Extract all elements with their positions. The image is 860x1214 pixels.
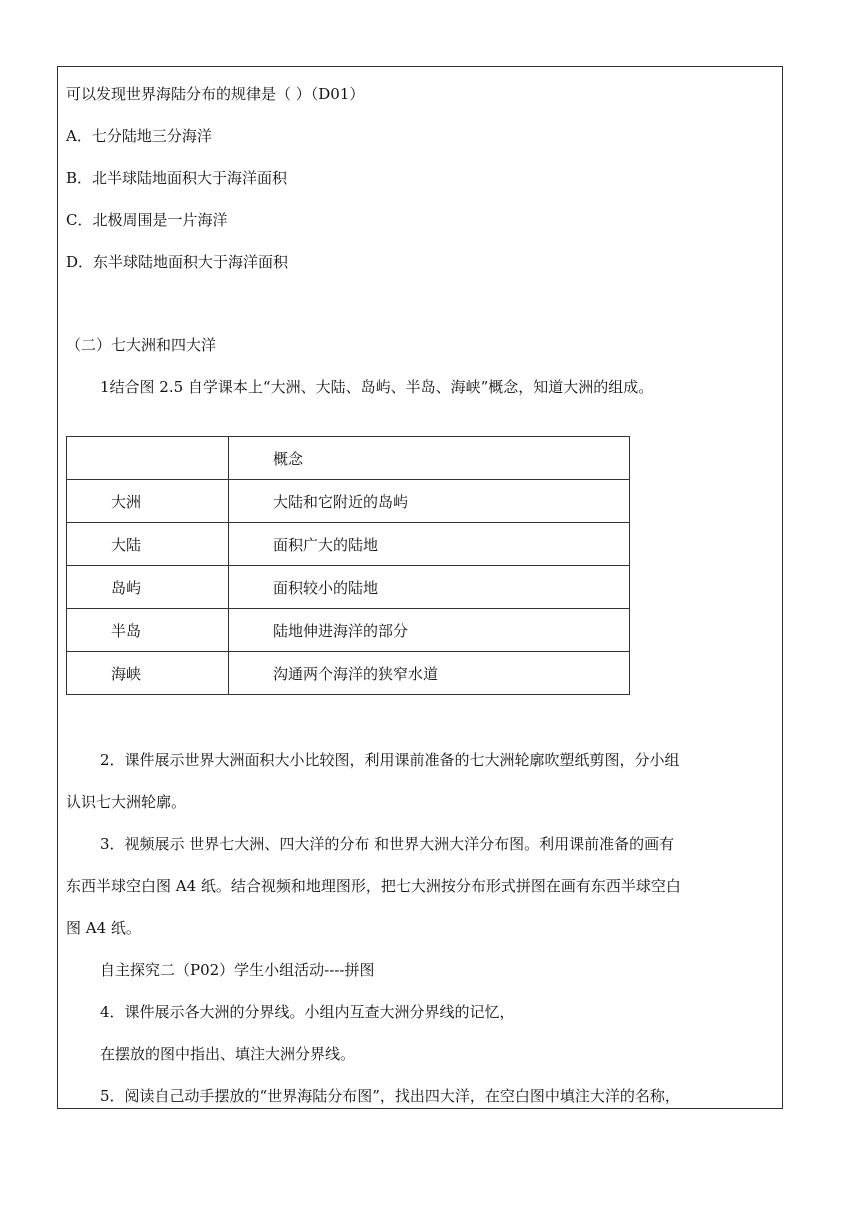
table-row [67,566,630,609]
concept-table [66,436,630,695]
definition-cell: 沟通两个海洋的狭窄水道 [229,652,630,695]
term-cell: 半岛 [67,609,229,652]
paragraph-2-line-2: 认识七大洲轮廓。 [66,793,187,811]
paragraph-3-line-3: 图 A4 纸。 [66,919,141,937]
table-header-cell: 概念 [229,437,630,480]
option-b: B．北半球陆地面积大于海洋面积 [66,169,288,187]
paragraph-5-line-1: 5．阅读自己动手摆放的“世界海陆分布图”，找出四大洋，在空白图中填注大洋的名称， [100,1087,680,1105]
paragraph-3-line-2: 东西半球空白图 A4 纸。结合视频和地理图形，把七大洲按分布形式拼图在画有东西半球空白 [66,877,681,895]
table-row [67,652,630,695]
term-cell: 大陆 [67,523,229,566]
option-d: D．东半球陆地面积大于海洋面积 [66,253,289,271]
definition-cell: 陆地伸进海洋的部分 [229,609,630,652]
option-a: A．七分陆地三分海洋 [66,127,212,145]
definition-cell: 面积较小的陆地 [229,566,630,609]
paragraph-3-line-1: 3．视频展示 世界七大洲、四大洋的分布 和世界大洲大洋分布图。利用课前准备的画有 [100,835,675,853]
paragraph-2-line-1: 2．课件展示世界大洲面积大小比较图，利用课前准备的七大洲轮廓吹塑纸剪图，分小组 [100,751,680,769]
term-cell: 海峡 [67,652,229,695]
table-row [67,609,630,652]
table-row [67,523,630,566]
table-header-row [67,437,630,480]
question-stem: 可以发现世界海陆分布的规律是（ ）（D01） [66,85,365,103]
paragraph-4-line-1: 4．课件展示各大洲的分界线。小组内互查大洲分界线的记忆， [100,1003,515,1021]
definition-cell: 面积广大的陆地 [229,523,630,566]
section-intro: 1结合图 2.5 自学课本上“大洲、大陆、岛屿、半岛、海峡”概念，知道大洲的组成。 [100,378,654,396]
page-frame-bottom [57,1108,783,1109]
table-header-cell [67,437,229,480]
term-cell: 大洲 [67,480,229,523]
term-cell: 岛屿 [67,566,229,609]
definition-cell: 大陆和它附近的岛屿 [229,480,630,523]
inquiry-heading: 自主探究二（P02）学生小组活动----拼图 [100,961,375,979]
option-c: C．北极周围是一片海洋 [66,211,228,229]
section-heading: （二）七大洲和四大洋 [66,336,217,354]
table-row [67,480,630,523]
paragraph-4-line-2: 在摆放的图中指出、填注大洲分界线。 [100,1045,356,1063]
